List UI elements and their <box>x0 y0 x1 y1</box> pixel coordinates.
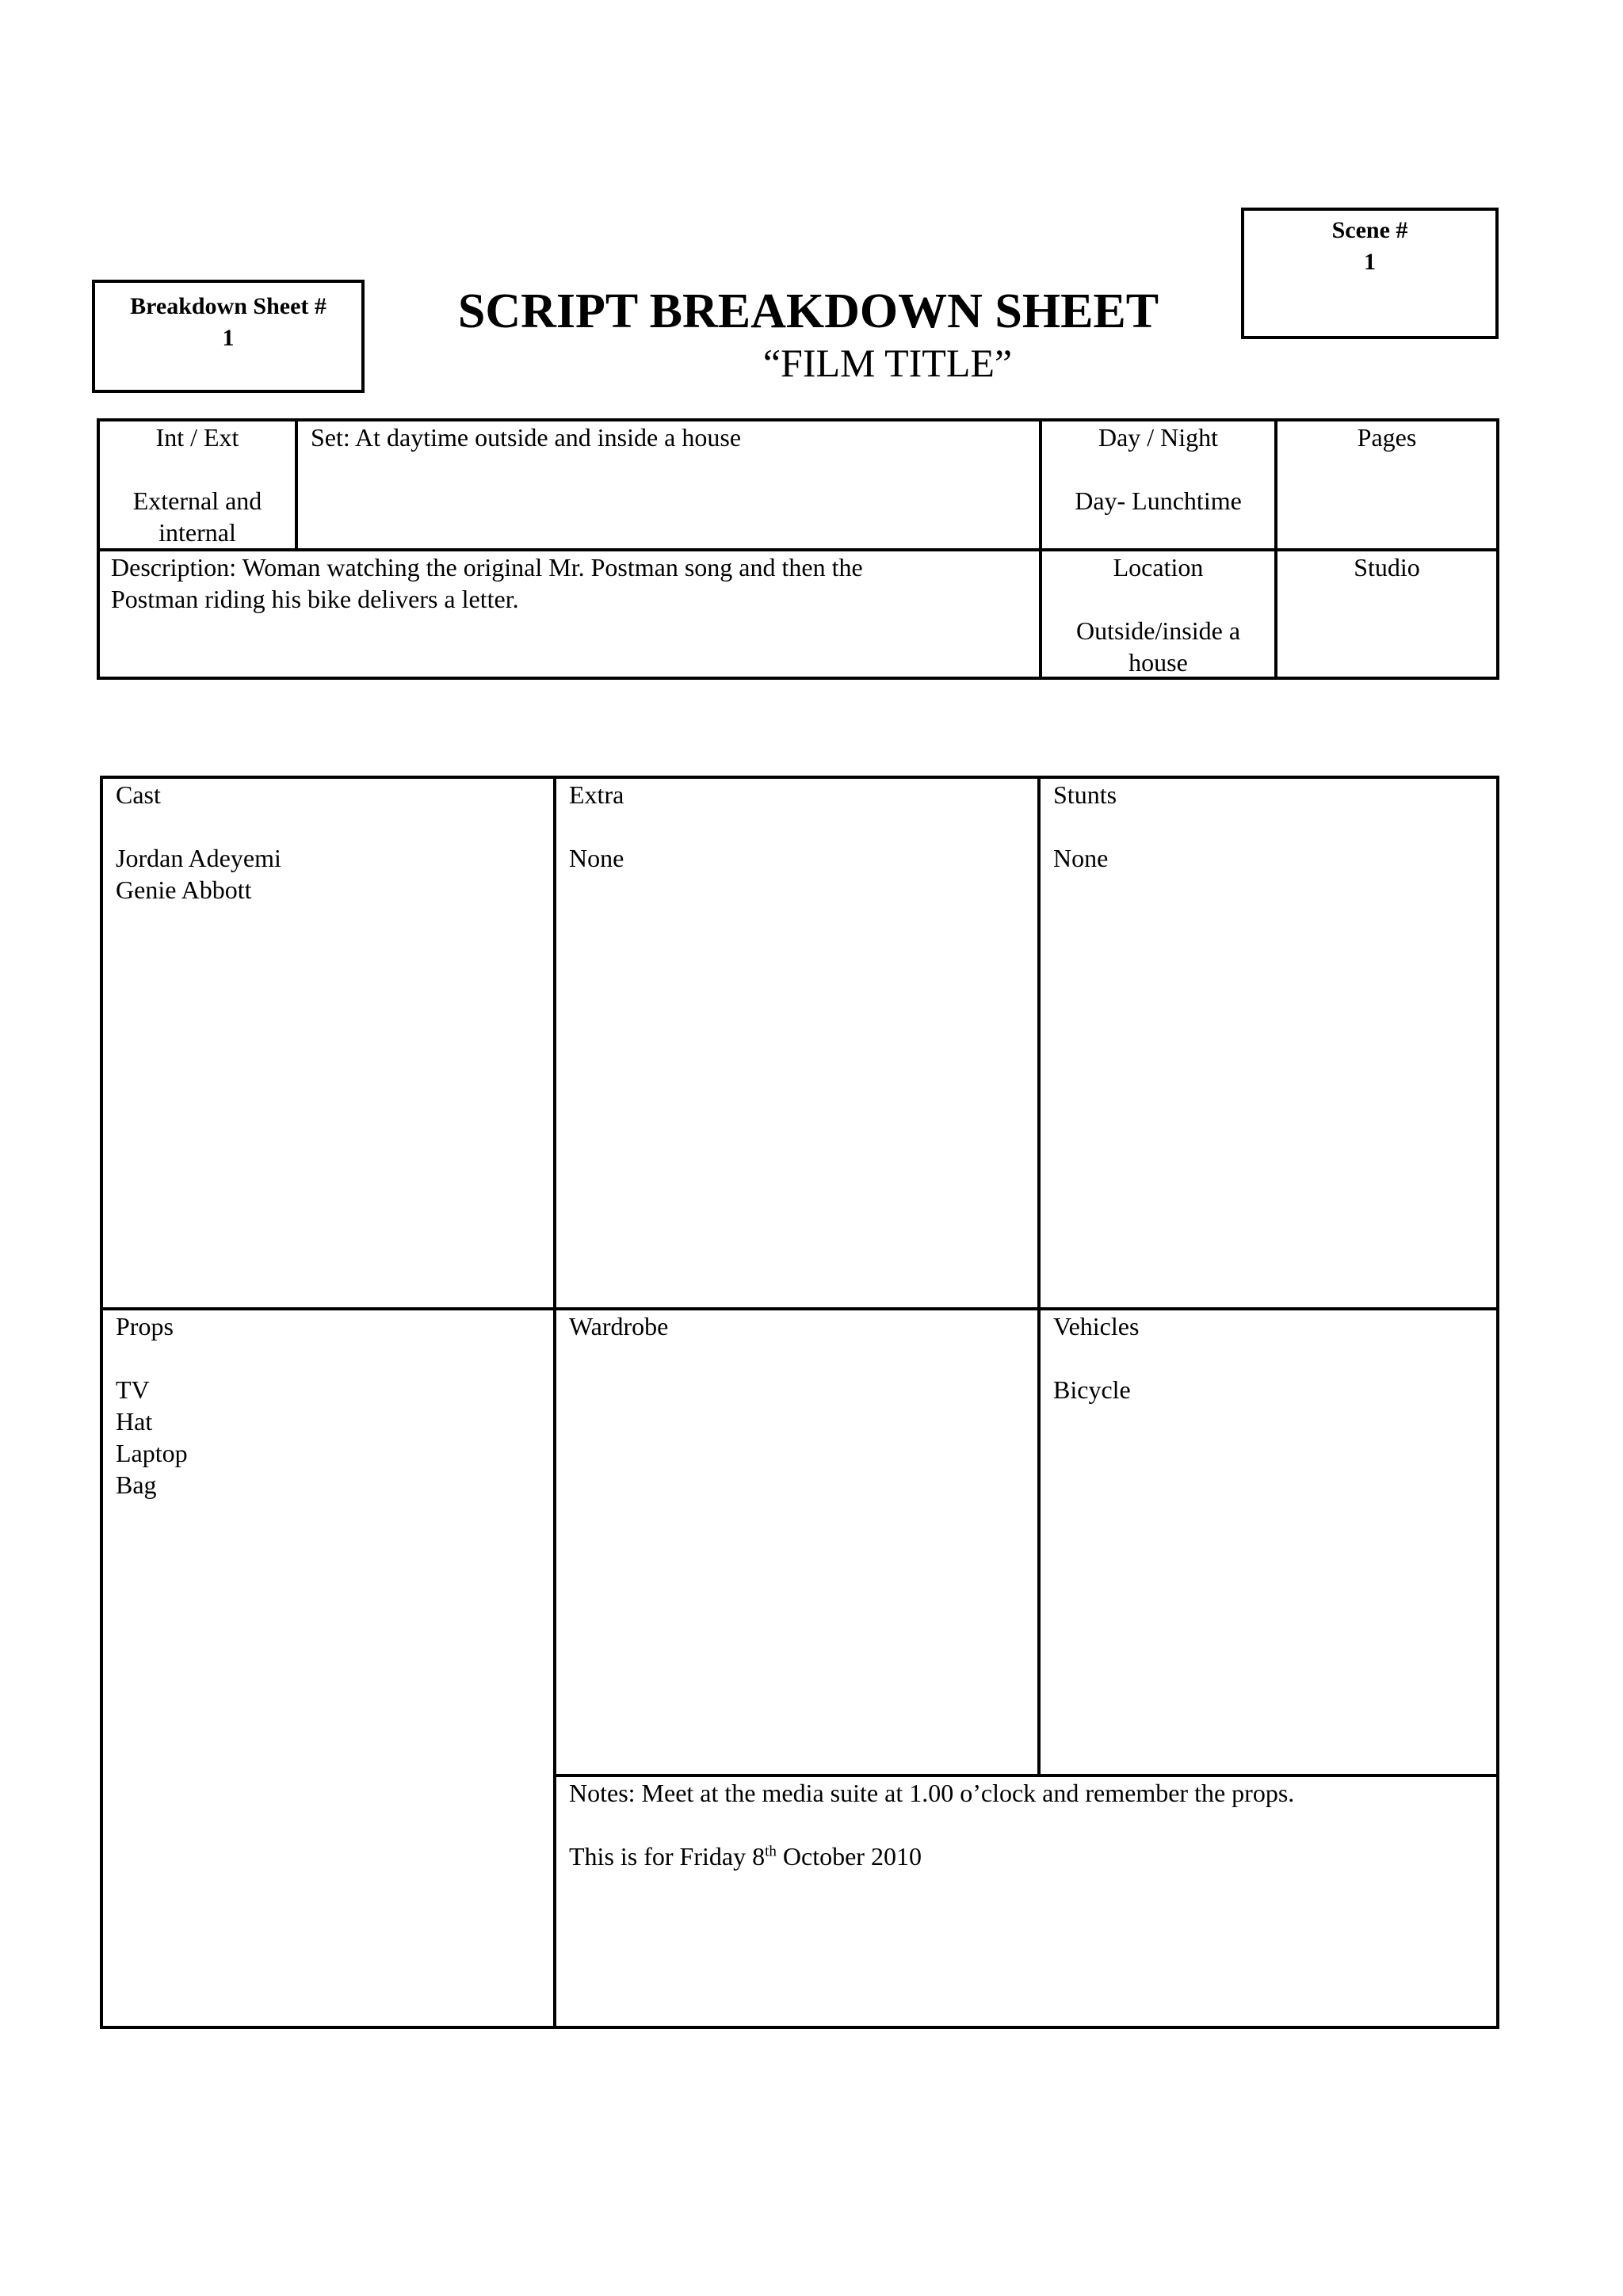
notes-date-ordinal: th <box>765 1843 777 1860</box>
grid-col-divider <box>1037 776 1041 1777</box>
page-title: SCRIPT BREAKDOWN SHEET <box>457 284 1159 338</box>
props-cell <box>116 1310 544 1501</box>
extra-label: Extra <box>569 780 624 809</box>
stunts-label: Stunts <box>1053 780 1117 809</box>
int-ext-label: Int / Ext <box>155 423 239 452</box>
scene-box <box>1241 208 1499 339</box>
cast-member: Genie Abbott <box>116 875 252 904</box>
cast-member: Jordan Adeyemi <box>116 844 281 872</box>
notes-date-prefix: This is for Friday 8 <box>569 1842 766 1871</box>
description-line-1: Description: Woman watching the original Mr. Postman song and then the <box>111 553 863 582</box>
day-night-value: Day- Lunchtime <box>1075 486 1242 515</box>
grid-border-bottom <box>100 2026 1499 2029</box>
notes-date-suffix: October 2010 <box>776 1842 922 1871</box>
prop-item: Hat <box>116 1407 153 1436</box>
studio-cell <box>1277 551 1496 583</box>
prop-item: TV <box>116 1375 150 1404</box>
pages-label: Pages <box>1357 423 1417 452</box>
info-table-border-bottom <box>97 677 1499 680</box>
location-value: Outside/inside a house <box>1075 616 1241 677</box>
extra-cell <box>569 779 1029 874</box>
props-label: Props <box>116 1312 174 1341</box>
vehicles-value: Bicycle <box>1053 1375 1131 1404</box>
scene-number: 1 <box>1364 249 1376 275</box>
description-cell <box>111 551 1030 615</box>
notes-cell <box>569 1777 1488 1872</box>
vehicles-label: Vehicles <box>1053 1312 1140 1341</box>
notes-text: Notes: Meet at the media suite at 1.00 o’clock and remember the props. <box>569 1779 1295 1807</box>
vehicles-cell <box>1053 1310 1489 1405</box>
breakdown-sheet-box <box>92 280 365 393</box>
wardrobe-label: Wardrobe <box>569 1312 669 1341</box>
breakdown-sheet-number: 1 <box>222 325 235 351</box>
breakdown-sheet-label: Breakdown Sheet # <box>130 293 327 319</box>
set-text: Set: At daytime outside and inside a house <box>311 423 742 452</box>
notes-date <box>569 1840 1488 1872</box>
grid-border-right <box>1496 776 1499 2029</box>
stunts-cell <box>1053 779 1489 874</box>
day-night-cell <box>1042 421 1274 517</box>
stunts-value: None <box>1053 844 1109 872</box>
description-line-2: Postman riding his bike delivers a letter. <box>111 585 519 613</box>
grid-border-left <box>100 776 103 2029</box>
cast-label: Cast <box>116 780 161 809</box>
info-table-border-right <box>1496 418 1499 680</box>
set-cell <box>311 421 1024 453</box>
int-ext-cell <box>100 421 295 548</box>
extra-value: None <box>569 844 624 872</box>
scene-label: Scene # <box>1331 217 1408 243</box>
pages-cell <box>1277 421 1496 453</box>
cast-cell <box>116 779 544 906</box>
studio-label: Studio <box>1354 553 1420 582</box>
day-night-label: Day / Night <box>1098 423 1219 452</box>
location-cell <box>1042 551 1274 678</box>
info-table-col-divider <box>1274 418 1277 680</box>
grid-col-divider <box>553 776 556 2029</box>
info-table-col-divider <box>295 418 298 550</box>
int-ext-value: External and internal <box>132 486 262 547</box>
location-label: Location <box>1113 553 1204 582</box>
wardrobe-cell <box>569 1310 1029 1342</box>
prop-item: Bag <box>116 1470 157 1499</box>
film-title: “FILM TITLE” <box>762 341 1013 385</box>
prop-item: Laptop <box>116 1439 188 1467</box>
